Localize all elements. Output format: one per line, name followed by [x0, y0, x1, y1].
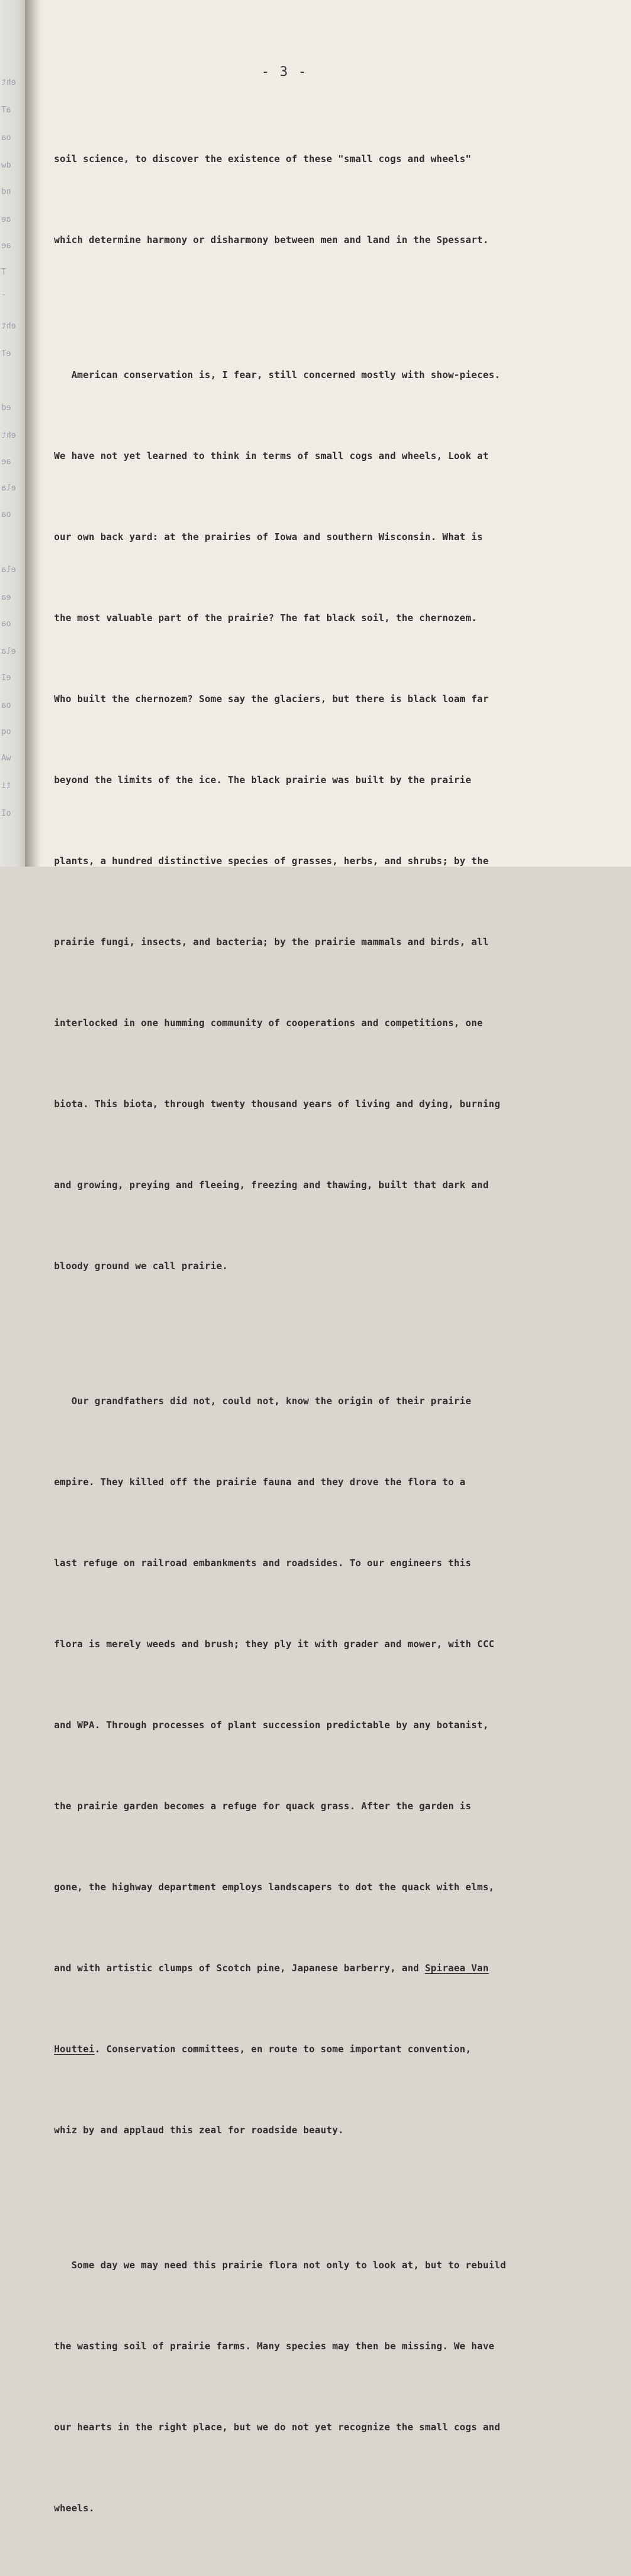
bleed-through-text: oa: [1, 133, 11, 143]
text-line: prairie fungi, insects, and bacteria; by the prairie mammals and birds, all: [54, 936, 489, 948]
text-line: last refuge on railroad embankments and roadsides. To our engineers this: [54, 1557, 472, 1569]
text-line: wheels.: [54, 2503, 95, 2514]
underlined-species-name: Houttei: [54, 2043, 95, 2055]
bleed-through-text: eht: [1, 78, 16, 87]
paragraph: [54, 92, 594, 308]
previous-page-edge: [0, 0, 26, 867]
text-line: whiz by and applaud this zeal for roadside beauty.: [54, 2124, 344, 2136]
bleed-through-text: dw: [1, 161, 11, 170]
text-line: the wasting soil of prairie farms. Many species may then be missing. We have: [54, 2341, 495, 2352]
text-line: flora is merely weeds and brush; they ply it with grader and mower, with CCC: [54, 1638, 495, 1650]
bleed-through-text: aT: [1, 106, 11, 115]
underlined-species-name: Spiraea Van: [424, 1962, 489, 1974]
bleed-through-text: eT: [1, 349, 11, 359]
text-line: our hearts in the right place, but we do not yet recognize the small cogs and: [54, 2422, 500, 2433]
text-line: interlocked in one humming community of cooperations and competitions, one: [54, 1017, 483, 1029]
text-line: the prairie garden becomes a refuge for quack grass. After the garden is: [54, 1800, 472, 1812]
paragraph: [54, 1334, 594, 2198]
bleed-through-text: T: [1, 268, 6, 277]
bleed-through-text: ea: [1, 593, 11, 602]
bleed-through-text: ela: [1, 484, 16, 493]
text-line: [54, 1955, 594, 1982]
bleed-through-text: ae: [1, 241, 11, 251]
bleed-through-text: eI: [1, 673, 11, 683]
bleed-through-text: nd: [1, 187, 11, 197]
text-line: beyond the limits of the ice. The black prairie was built by the prairie: [54, 774, 472, 786]
text-line: American conservation is, I fear, still concerned mostly with show-pieces.: [54, 369, 500, 381]
book-gutter-shadow: [25, 0, 41, 867]
text-line: biota. This biota, through twenty thousand years of living and dying, burning: [54, 1098, 500, 1110]
bleed-through-text: oq: [1, 727, 11, 737]
bleed-through-text: ti: [1, 781, 11, 791]
text-line: our own back yard: at the prairies of Iowa and southern Wisconsin. What is: [54, 531, 483, 543]
paragraph: [54, 308, 594, 1334]
bleed-through-text: oa: [1, 619, 11, 629]
bleed-through-text: -: [1, 290, 6, 300]
text-line: and WPA. Through processes of plant succession predictable by any botanist,: [54, 1719, 489, 1731]
bleed-through-text: ela: [1, 565, 16, 575]
bleed-through-text: eht: [1, 322, 16, 331]
text-segment: and with artistic clumps of Scotch pine, Japanese barberry, and: [54, 1962, 425, 1974]
text-line: and growing, preying and fleeing, freezing and thawing, built that dark and: [54, 1179, 489, 1191]
bleed-through-text: ae: [1, 457, 11, 467]
text-segment: . Conservation committees, en route to some important convention,: [94, 2043, 472, 2055]
bleed-through-text: oa: [1, 510, 11, 519]
bleed-through-text: oI: [1, 809, 11, 818]
bleed-through-text: ela: [1, 647, 16, 656]
text-line: Who built the chernozem? Some say the glaciers, but there is black loam far: [54, 693, 489, 705]
bleed-through-text: eht: [1, 431, 16, 440]
text-line: plants, a hundred distinctive species of grasses, herbs, and shrubs; by the: [54, 855, 489, 867]
page-number: - 3 -: [261, 64, 308, 79]
bleed-through-text: ed: [1, 403, 11, 413]
text-line: Some day we may need this prairie flora not only to look at, but to rebuild: [54, 2259, 507, 2271]
bleed-through-text: oa: [1, 701, 11, 710]
text-line: soil science, to discover the existence of these "small cogs and wheels": [54, 153, 472, 165]
text-line: the most valuable part of the prairie? The fat black soil, the chernozem.: [54, 612, 477, 624]
text-line: gone, the highway department employs landscapers to dot the quack with elms,: [54, 1881, 495, 1893]
text-line: which determine harmony or disharmony between men and land in the Spessart.: [54, 234, 489, 246]
text-line: empire. They killed off the prairie fauna and they drove the flora to a: [54, 1476, 466, 1488]
text-line: We have not yet learned to think in terms of small cogs and wheels, Look at: [54, 450, 489, 462]
bleed-through-text: wA: [1, 754, 11, 763]
paragraph: [54, 2198, 594, 2576]
text-line: bloody ground we call prairie.: [54, 1260, 228, 1272]
text-line: [54, 2036, 594, 2063]
typed-body-text: [54, 92, 594, 2576]
bleed-through-text: ae: [1, 215, 11, 224]
text-line: Our grandfathers did not, could not, know the origin of their prairie: [54, 1395, 472, 1407]
